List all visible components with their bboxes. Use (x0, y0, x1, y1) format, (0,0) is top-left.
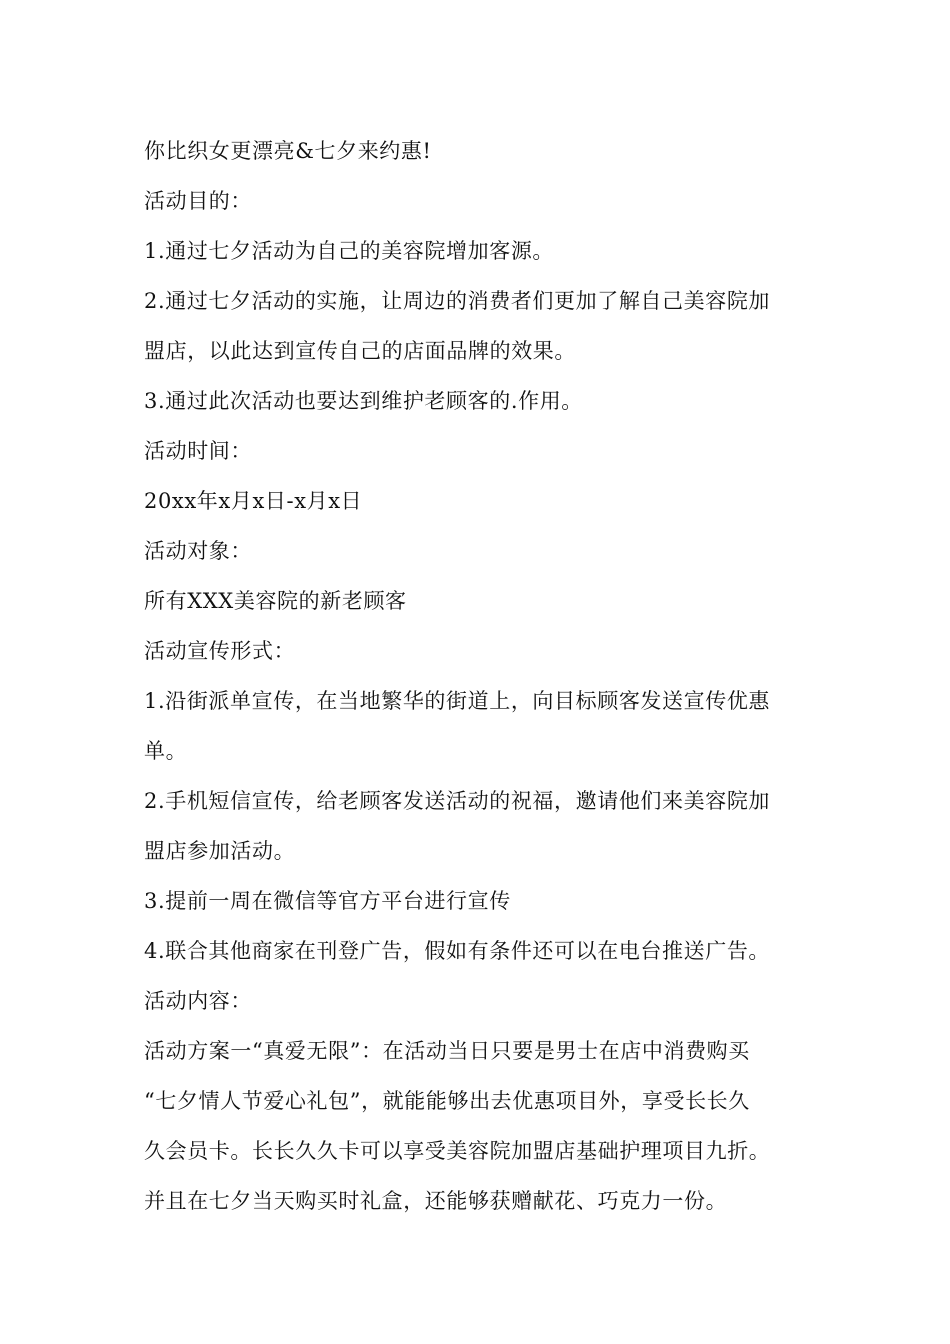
document-title: 你比织女更漂亮&七夕来约惠! (144, 139, 432, 163)
section-heading-time: 活动时间： (144, 439, 252, 463)
paragraph-line: “七夕情人节爱心礼包”，就能能够出去优惠项目外，享受长长久 (144, 1089, 750, 1113)
paragraph-line: 3.提前一周在微信等官方平台进行宣传 (144, 889, 511, 913)
paragraph-line: 活动方案一“真爱无限”：在活动当日只要是男士在店中消费购买 (144, 1039, 750, 1063)
paragraph-line: 2.通过七夕活动的实施，让周边的消费者们更加了解自己美容院加 (144, 289, 771, 313)
paragraph-line: 2.手机短信宣传，给老顾客发送活动的祝福，邀请他们来美容院加 (144, 789, 771, 813)
paragraph-line: 20xx年x月x日-x月x日 (144, 489, 363, 513)
paragraph-line: 盟店参加活动。 (144, 839, 296, 863)
paragraph-line: 所有XXX美容院的新老顾客 (144, 589, 407, 613)
section-heading-promotion: 活动宣传形式： (144, 639, 296, 663)
paragraph-line: 1.沿街派单宣传，在当地繁华的街道上，向目标顾客发送宣传优惠 (144, 689, 771, 713)
document-body (144, 126, 812, 1226)
paragraph-line: 盟店，以此达到宣传自己的店面品牌的效果。 (144, 339, 576, 363)
paragraph-line: 久会员卡。长长久久卡可以享受美容院加盟店基础护理项目九折。 (144, 1139, 771, 1163)
section-heading-purpose: 活动目的： (144, 189, 252, 213)
section-heading-content: 活动内容： (144, 989, 252, 1013)
section-heading-audience: 活动对象： (144, 539, 252, 563)
paragraph-line: 1.通过七夕活动为自己的美容院增加客源。 (144, 239, 555, 263)
paragraph-line: 4.联合其他商家在刊登广告，假如有条件还可以在电台推送广告。 (144, 939, 771, 963)
paragraph-line: 单。 (144, 739, 188, 763)
paragraph-line: 3.通过此次活动也要达到维护老顾客的.作用。 (144, 389, 583, 413)
paragraph-line: 并且在七夕当天购买时礼盒，还能够获赠献花、巧克力一份。 (144, 1189, 728, 1213)
